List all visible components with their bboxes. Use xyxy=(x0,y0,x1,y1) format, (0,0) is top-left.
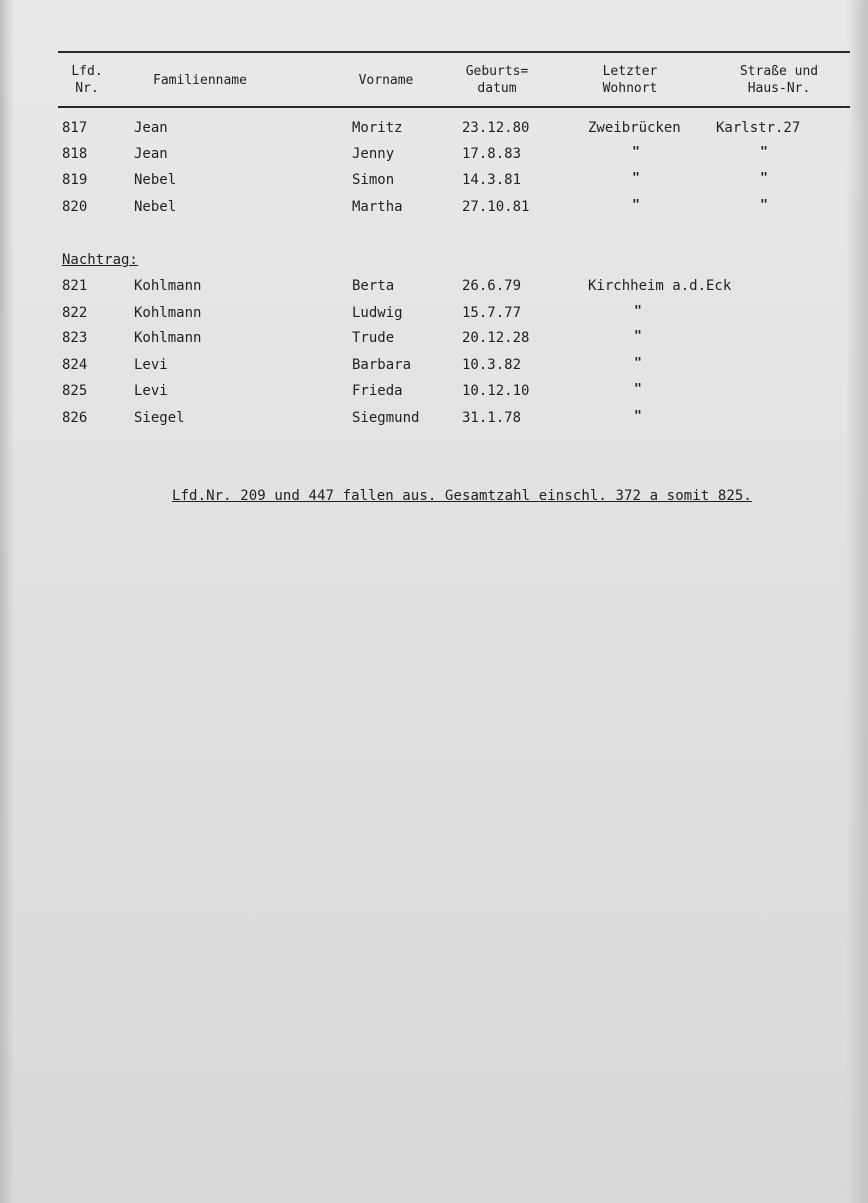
scan-edge-right xyxy=(846,0,868,1203)
row-nr: 821 xyxy=(62,278,88,294)
row-strasse-ditto: " xyxy=(760,198,768,213)
header-strasse: Straße und Haus-Nr. xyxy=(739,64,819,96)
row-nr: 824 xyxy=(62,357,88,373)
row-vorname: Trude xyxy=(352,330,395,346)
row-vorname: Ludwig xyxy=(352,305,403,321)
row-wohnort: Kirchheim a.d.Eck xyxy=(588,278,732,294)
row-wohnort-ditto: " xyxy=(632,145,640,160)
row-strasse-ditto: " xyxy=(760,171,768,186)
row-geburtsdatum: 31.1.78 xyxy=(462,410,522,426)
row-familienname: Kohlmann xyxy=(134,305,202,321)
row-wohnort-ditto: " xyxy=(634,329,642,344)
row-geburtsdatum: 27.10.81 xyxy=(462,199,530,215)
row-familienname: Levi xyxy=(134,357,168,373)
row-vorname: Jenny xyxy=(352,146,395,162)
row-wohnort-ditto: " xyxy=(634,409,642,424)
row-strasse-ditto: " xyxy=(760,145,768,160)
row-geburtsdatum: 23.12.80 xyxy=(462,120,530,136)
row-nr: 822 xyxy=(62,305,88,321)
row-familienname: Jean xyxy=(134,146,168,162)
row-nr: 825 xyxy=(62,383,88,399)
row-wohnort-ditto: " xyxy=(634,304,642,319)
row-wohnort-ditto: " xyxy=(634,356,642,371)
row-nr: 818 xyxy=(62,146,88,162)
row-familienname: Jean xyxy=(134,120,168,136)
row-geburtsdatum: 14.3.81 xyxy=(462,172,522,188)
row-geburtsdatum: 20.12.28 xyxy=(462,330,530,346)
row-familienname: Nebel xyxy=(134,172,177,188)
row-vorname: Siegmund xyxy=(352,410,420,426)
row-strasse: Karlstr.27 xyxy=(716,120,801,136)
row-geburtsdatum: 17.8.83 xyxy=(462,146,522,162)
row-familienname: Kohlmann xyxy=(134,330,202,346)
row-nr: 820 xyxy=(62,199,88,215)
row-wohnort-ditto: " xyxy=(634,382,642,397)
row-familienname: Nebel xyxy=(134,199,177,215)
row-vorname: Moritz xyxy=(352,120,403,136)
nachtrag-heading: Nachtrag: xyxy=(62,252,138,268)
row-geburtsdatum: 26.6.79 xyxy=(462,278,522,294)
row-wohnort-ditto: " xyxy=(632,198,640,213)
row-wohnort-ditto: " xyxy=(632,171,640,186)
header-vorname: Vorname xyxy=(358,73,414,88)
scan-edge-left xyxy=(0,0,14,1203)
header-familienname: Familienname xyxy=(153,73,247,88)
row-vorname: Martha xyxy=(352,199,403,215)
row-familienname: Kohlmann xyxy=(134,278,202,294)
row-vorname: Simon xyxy=(352,172,395,188)
row-nr: 826 xyxy=(62,410,88,426)
row-geburtsdatum: 10.12.10 xyxy=(462,383,530,399)
row-nr: 819 xyxy=(62,172,88,188)
row-familienname: Levi xyxy=(134,383,168,399)
header-lfd-nr: Lfd. Nr. xyxy=(71,64,103,96)
header-geburtsdatum: Geburts= datum xyxy=(465,64,529,96)
row-nr: 817 xyxy=(62,120,88,136)
table-top-rule xyxy=(58,51,850,53)
row-geburtsdatum: 15.7.77 xyxy=(462,305,522,321)
row-vorname: Barbara xyxy=(352,357,412,373)
row-wohnort: Zweibrücken xyxy=(588,120,681,136)
summary-note: Lfd.Nr. 209 und 447 fallen aus. Gesamtzahl einschl. 372 a somit 825. xyxy=(172,488,752,504)
header-wohnort: Letzter Wohnort xyxy=(602,64,658,96)
row-nr: 823 xyxy=(62,330,88,346)
row-familienname: Siegel xyxy=(134,410,185,426)
table-header-rule xyxy=(58,106,850,108)
row-vorname: Berta xyxy=(352,278,395,294)
row-geburtsdatum: 10.3.82 xyxy=(462,357,522,373)
row-vorname: Frieda xyxy=(352,383,403,399)
